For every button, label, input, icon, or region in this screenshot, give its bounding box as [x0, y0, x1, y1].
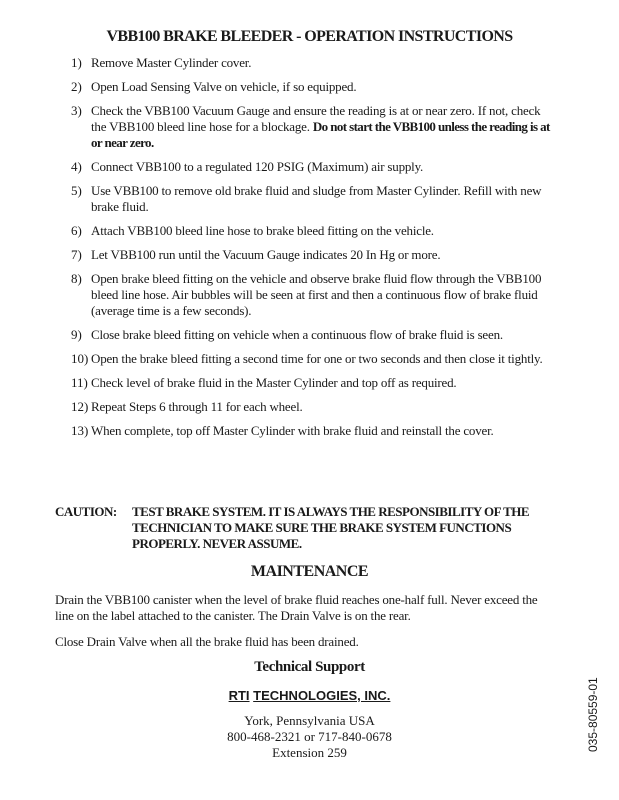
company-prefix: RTI [228, 688, 250, 703]
step-number [50, 247, 91, 263]
support-title: Technical Support [254, 659, 365, 675]
step-text [91, 79, 550, 95]
caution-block [55, 504, 555, 552]
step-item [50, 351, 550, 367]
caution-label: CAUTION: [55, 504, 117, 519]
step-number [50, 327, 91, 343]
phone-numbers: 800-468-2321 or 717-840-0678 [227, 729, 392, 744]
step-number-text: 3) [71, 103, 82, 118]
step-number-text: 13) [71, 423, 89, 438]
company-name [0, 688, 619, 703]
step-text [91, 423, 550, 439]
maintenance-paragraph: Drain the VBB100 canister when the level of brake fluid reaches one-half full. Never exceed the line on the label attached to the canister. The Drain Valve is on the rear. [55, 592, 538, 623]
step-number-text: 7) [71, 247, 82, 262]
step-text-body: Let VBB100 run until the Vacuum Gauge indicates 20 In Hg or more. [91, 247, 441, 262]
step-item [50, 223, 550, 239]
step-text-body: Connect VBB100 to a regulated 120 PSIG (Maximum) air supply. [91, 159, 424, 174]
step-text [91, 271, 550, 319]
step-number [50, 183, 91, 215]
step-item [50, 183, 550, 215]
step-text-body: Repeat Steps 6 through 11 for each wheel. [91, 399, 303, 414]
step-item [50, 159, 550, 175]
step-text-body: Remove Master Cylinder cover. [91, 55, 252, 70]
step-item [50, 55, 550, 71]
step-text-body: Attach VBB100 bleed line hose to brake bleed fitting on the vehicle. [91, 223, 434, 238]
step-number [50, 351, 91, 367]
step-number-text: 6) [71, 223, 82, 238]
maintenance-paragraph-close-valve: Close Drain Valve when all the brake fluid has been drained. [55, 634, 359, 649]
step-number-text: 10) [71, 351, 89, 366]
step-text-body: Open the brake bleed fitting a second time for one or two seconds and then close it tightly. [91, 351, 543, 366]
caution-text: TEST BRAKE SYSTEM. IT IS ALWAYS THE RESPONSIBILITY OF THE TECHNICIAN TO MAKE SURE THE BRAKE SYSTEM FUNCTIONS PROPERLY. NEVER ASSUME. [132, 504, 530, 551]
step-number [50, 223, 91, 239]
step-text-body: Check level of brake fluid in the Master Cylinder and top off as required. [91, 375, 457, 390]
step-text-body: Check the VBB100 Vacuum Gauge and ensure the reading is at or near zero. If not, check the VBB100 bleed line hose for a blockage. [91, 103, 541, 134]
step-number [50, 423, 91, 439]
step-text [91, 247, 550, 263]
step-number-text: 5) [71, 183, 82, 198]
page-title: VBB100 BRAKE BLEEDER - OPERATION INSTRUCTIONS [106, 28, 513, 45]
step-item [50, 79, 550, 95]
step-item [50, 423, 550, 439]
steps-list [50, 55, 550, 447]
step-number [50, 271, 91, 319]
step-number [50, 55, 91, 71]
step-number [50, 375, 91, 391]
step-number-text: 4) [71, 159, 82, 174]
step-item [50, 399, 550, 415]
step-number-text: 8) [71, 271, 82, 286]
step-text-body: Close brake bleed fitting on vehicle when a continuous flow of brake fluid is seen. [91, 327, 503, 342]
step-warning: Do not start the VBB100 unless the reading is at or near zero. [91, 119, 550, 150]
step-text-body: Use VBB100 to remove old brake fluid and sludge from Master Cylinder. Refill with new brake fluid. [91, 183, 542, 214]
step-text [91, 223, 550, 239]
step-item [50, 375, 550, 391]
step-number-text: 1) [71, 55, 82, 70]
step-number [50, 103, 91, 151]
step-item [50, 103, 550, 151]
step-number [50, 399, 91, 415]
step-item [50, 247, 550, 263]
step-text-body: When complete, top off Master Cylinder with brake fluid and reinstall the cover. [91, 423, 494, 438]
location: York, Pennsylvania USA [244, 713, 375, 728]
extension: Extension 259 [272, 745, 347, 760]
maintenance-title: MAINTENANCE [250, 563, 369, 580]
step-number [50, 159, 91, 175]
step-text [91, 399, 550, 415]
step-text [91, 327, 550, 343]
step-text [91, 103, 550, 151]
step-number [50, 79, 91, 95]
document-code: 035-80559-01 [586, 677, 600, 752]
step-text [91, 375, 550, 391]
contact-info [0, 713, 619, 761]
step-text [91, 159, 550, 175]
step-item [50, 271, 550, 319]
step-text [91, 351, 550, 367]
step-text-body: Open brake bleed fitting on the vehicle and observe brake fluid flow through the VBB100 bleed line hose. Air bubbles will be seen at first and then a continuous flow of brake fluid (average time is a few seconds). [91, 271, 542, 318]
step-text-body: Open Load Sensing Valve on vehicle, if so equipped. [91, 79, 357, 94]
company-rest: TECHNOLOGIES, INC. [253, 688, 391, 703]
step-number-text: 9) [71, 327, 82, 342]
step-text [91, 183, 550, 215]
step-item [50, 327, 550, 343]
step-number-text: 11) [71, 375, 88, 390]
step-text [91, 55, 550, 71]
step-number-text: 12) [71, 399, 89, 414]
step-number-text: 2) [71, 79, 82, 94]
